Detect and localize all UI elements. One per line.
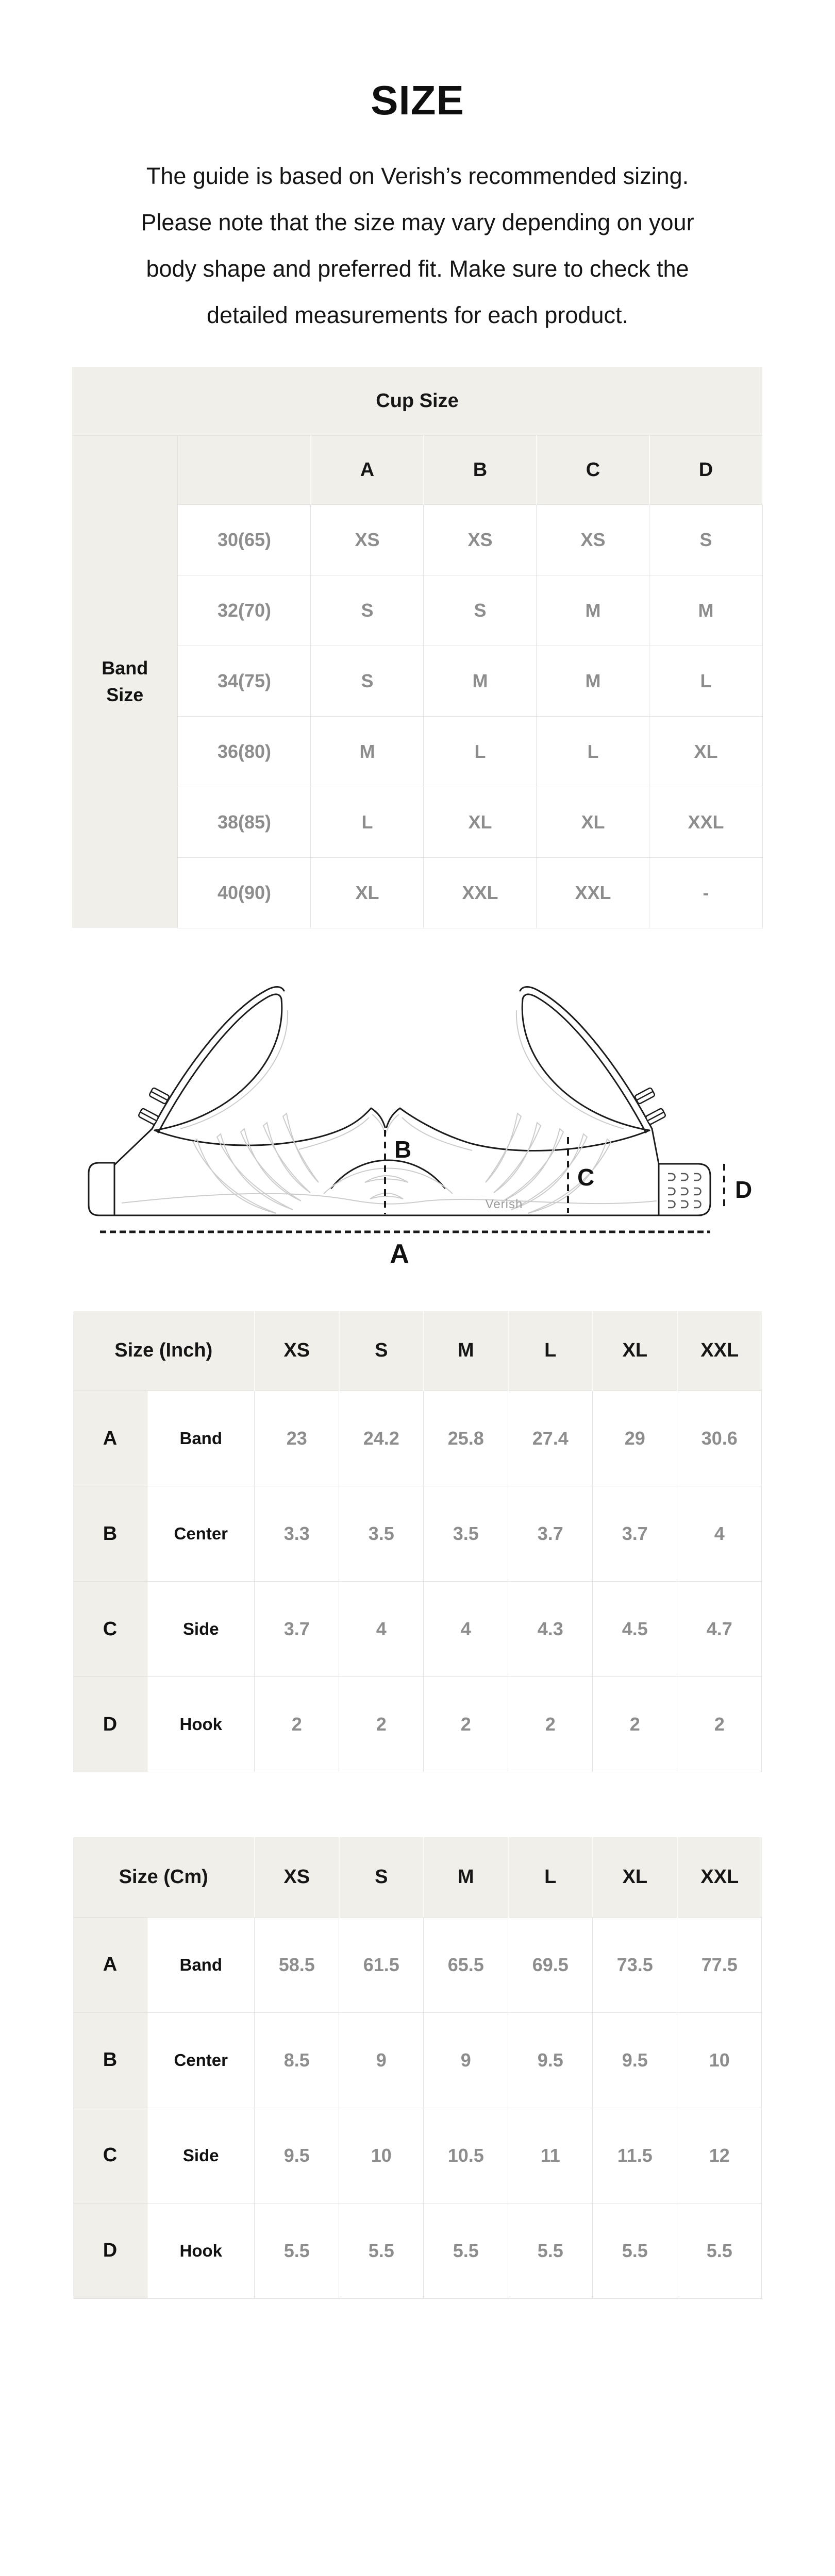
cup-size-header: Cup Size: [72, 367, 762, 435]
cup-column-c: C: [537, 435, 649, 504]
measure-cell: 5.5: [424, 2203, 508, 2298]
row-label: Hook: [147, 1677, 255, 1772]
table-row: [73, 1917, 762, 2012]
table-row: [73, 1837, 762, 1917]
measure-cell: 9.5: [255, 2108, 339, 2203]
band-size-value: 34(75): [178, 646, 311, 716]
col-m: M: [424, 1837, 508, 1917]
col-s: S: [339, 1837, 424, 1917]
measure-cell: 73.5: [593, 1917, 677, 2012]
size-cell: XXL: [424, 857, 537, 928]
measure-cell: 4: [677, 1486, 762, 1582]
measure-cell: 2: [508, 1677, 593, 1772]
size-cell: S: [649, 504, 762, 575]
label-d: D: [735, 1176, 753, 1203]
table-row: [73, 1677, 762, 1772]
col-xl: XL: [593, 1311, 677, 1391]
row-letter: C: [73, 2108, 147, 2203]
bra-measurement-diagram: [57, 978, 778, 1277]
row-letter: B: [73, 2012, 147, 2108]
measure-cell: 10.5: [424, 2108, 508, 2203]
measure-cell: 3.7: [508, 1486, 593, 1582]
page-title: SIZE: [371, 77, 464, 123]
row-letter: D: [73, 2203, 147, 2298]
measure-cell: 5.5: [593, 2203, 677, 2298]
measure-cell: 23: [255, 1391, 339, 1486]
band-size-value: 32(70): [178, 575, 311, 646]
size-cell: XL: [537, 787, 649, 857]
label-b: B: [394, 1136, 412, 1163]
row-label: Center: [147, 1486, 255, 1582]
measure-cell: 9: [339, 2012, 424, 2108]
col-s: S: [339, 1311, 424, 1391]
measure-cell: 27.4: [508, 1391, 593, 1486]
size-cell: L: [649, 646, 762, 716]
row-label: Side: [147, 1582, 255, 1677]
measure-cell: 58.5: [255, 1917, 339, 2012]
measure-cell: 4.7: [677, 1582, 762, 1677]
row-letter: B: [73, 1486, 147, 1582]
inch-table-title: Size (Inch): [73, 1311, 255, 1391]
size-cell: L: [311, 787, 424, 857]
band-size-value: 36(80): [178, 716, 311, 787]
table-row: [73, 1391, 762, 1486]
col-l: L: [508, 1837, 593, 1917]
col-xxl: XXL: [677, 1837, 762, 1917]
measure-cell: 8.5: [255, 2012, 339, 2108]
row-label: Hook: [147, 2203, 255, 2298]
measure-cell: 2: [593, 1677, 677, 1772]
measure-cell: 2: [677, 1677, 762, 1772]
row-label: Band: [147, 1391, 255, 1486]
size-inch-table: [73, 1311, 762, 1773]
measure-cell: 30.6: [677, 1391, 762, 1486]
measure-cell: 69.5: [508, 1917, 593, 2012]
measure-cell: 3.5: [424, 1486, 508, 1582]
size-cell: S: [311, 575, 424, 646]
label-c: C: [577, 1163, 595, 1191]
size-cell: XS: [424, 504, 537, 575]
description-line: Please note that the size may vary depending on your: [141, 209, 694, 235]
measure-cell: 9.5: [593, 2012, 677, 2108]
measure-cell: 5.5: [508, 2203, 593, 2298]
size-cell: XS: [537, 504, 649, 575]
measure-cell: 3.5: [339, 1486, 424, 1582]
size-cell: -: [649, 857, 762, 928]
size-guide-page: [0, 77, 835, 2576]
measure-cell: 61.5: [339, 1917, 424, 2012]
size-cell: M: [311, 716, 424, 787]
empty-corner-cell: [178, 435, 311, 504]
table-row: [73, 1582, 762, 1677]
col-m: M: [424, 1311, 508, 1391]
band-size-value: 30(65): [178, 504, 311, 575]
cup-size-table: [72, 367, 763, 928]
measure-cell: 2: [255, 1677, 339, 1772]
measure-cell: 2: [424, 1677, 508, 1772]
table-row: [72, 435, 762, 504]
measure-cell: 5.5: [339, 2203, 424, 2298]
measure-cell: 12: [677, 2108, 762, 2203]
verish-logo: Verish: [485, 1197, 523, 1211]
table-row: [73, 1311, 762, 1391]
size-cell: XS: [311, 504, 424, 575]
size-cell: M: [537, 646, 649, 716]
measure-cell: 77.5: [677, 1917, 762, 2012]
cup-column-b: B: [424, 435, 537, 504]
cm-table-title: Size (Cm): [73, 1837, 255, 1917]
col-xs: XS: [255, 1311, 339, 1391]
measure-cell: 25.8: [424, 1391, 508, 1486]
label-a: A: [390, 1239, 409, 1269]
description-line: body shape and preferred fit. Make sure to check the: [146, 256, 689, 282]
measure-cell: 4: [339, 1582, 424, 1677]
band-size-value: 40(90): [178, 857, 311, 928]
strap-adjuster-icons: [138, 1087, 666, 1125]
size-cell: L: [424, 716, 537, 787]
table-row: [73, 2108, 762, 2203]
row-label: Side: [147, 2108, 255, 2203]
measure-cell: 11: [508, 2108, 593, 2203]
description-line: detailed measurements for each product.: [207, 302, 628, 328]
measure-cell: 3.7: [255, 1582, 339, 1677]
measure-cell: 4.5: [593, 1582, 677, 1677]
measure-cell: 29: [593, 1391, 677, 1486]
measure-cell: 5.5: [677, 2203, 762, 2298]
size-cell: M: [649, 575, 762, 646]
band-size-value: 38(85): [178, 787, 311, 857]
measure-cell: 10: [677, 2012, 762, 2108]
row-letter: C: [73, 1582, 147, 1677]
col-xxl: XXL: [677, 1311, 762, 1391]
col-xl: XL: [593, 1837, 677, 1917]
size-cell: S: [311, 646, 424, 716]
measure-cell: 65.5: [424, 1917, 508, 2012]
band-left-cap: [89, 1163, 114, 1215]
measure-cell: 3.3: [255, 1486, 339, 1582]
bra-diagram-svg: [57, 978, 778, 1277]
measure-cell: 4.3: [508, 1582, 593, 1677]
description-line: The guide is based on Verish’s recommended sizing.: [146, 163, 689, 189]
size-cell: XXL: [537, 857, 649, 928]
size-cm-table: [73, 1837, 762, 2299]
table-row: [73, 1486, 762, 1582]
col-xs: XS: [255, 1837, 339, 1917]
measure-cell: 3.7: [593, 1486, 677, 1582]
measure-cell: 4: [424, 1582, 508, 1677]
measure-cell: 10: [339, 2108, 424, 2203]
measure-cell: 24.2: [339, 1391, 424, 1486]
size-cell: S: [424, 575, 537, 646]
row-label: Band: [147, 1917, 255, 2012]
row-letter: D: [73, 1677, 147, 1772]
row-letter: A: [73, 1917, 147, 2012]
measure-cell: 2: [339, 1677, 424, 1772]
col-l: L: [508, 1311, 593, 1391]
size-cell: L: [537, 716, 649, 787]
table-row: [73, 2012, 762, 2108]
band-size-label: Band Size: [102, 657, 148, 706]
cup-column-d: D: [649, 435, 762, 504]
measure-cell: 11.5: [593, 2108, 677, 2203]
band-size-header: [72, 435, 178, 928]
size-cell: XL: [424, 787, 537, 857]
cup-column-a: A: [311, 435, 424, 504]
measure-cell: 9.5: [508, 2012, 593, 2108]
size-cell: XL: [649, 716, 762, 787]
size-guide-description: [41, 153, 794, 338]
size-cell: XXL: [649, 787, 762, 857]
size-cell: M: [424, 646, 537, 716]
size-cell: M: [537, 575, 649, 646]
measure-cell: 5.5: [255, 2203, 339, 2298]
size-cell: XL: [311, 857, 424, 928]
table-row: [72, 367, 762, 435]
row-label: Center: [147, 2012, 255, 2108]
measure-cell: 9: [424, 2012, 508, 2108]
table-row: [73, 2203, 762, 2298]
row-letter: A: [73, 1391, 147, 1486]
